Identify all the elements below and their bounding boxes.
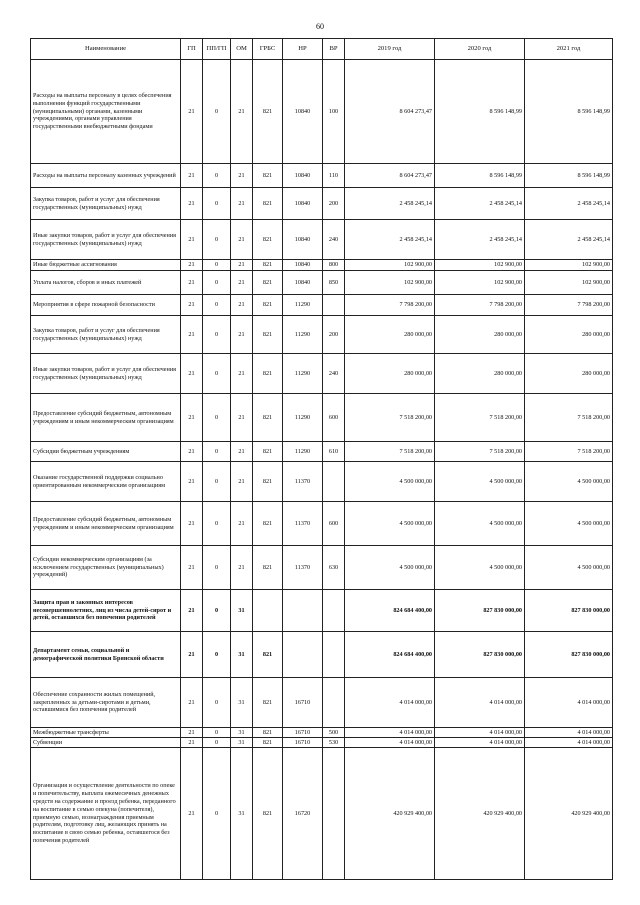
cell-gp: 21 (181, 632, 203, 678)
cell-2020: 2 458 245,14 (435, 220, 525, 260)
cell-om: 31 (231, 632, 253, 678)
cell-pp: 0 (203, 271, 231, 295)
table-row (31, 354, 613, 394)
cell-pp: 0 (203, 502, 231, 546)
cell-nr: 10840 (283, 60, 323, 164)
cell-2020: 4 500 000,00 (435, 546, 525, 590)
cell-2019: 280 000,00 (345, 316, 435, 354)
cell-name: Защита прав и законных интересов несовершеннолетних, лиц из числа детей-сирот и детей, оставшихся без попечения родителей (31, 590, 181, 632)
cell-om: 21 (231, 295, 253, 316)
cell-gp: 21 (181, 462, 203, 502)
cell-grbs: 821 (253, 442, 283, 462)
budget-table-container (30, 38, 612, 880)
cell-2021: 827 830 000,00 (525, 632, 613, 678)
cell-gp: 21 (181, 546, 203, 590)
cell-2021: 4 014 000,00 (525, 678, 613, 728)
cell-2020: 280 000,00 (435, 316, 525, 354)
cell-2019: 4 014 000,00 (345, 728, 435, 738)
cell-name: Субсидии бюджетным учреждениям (31, 442, 181, 462)
cell-nr: 16710 (283, 678, 323, 728)
cell-2019: 2 458 245,14 (345, 220, 435, 260)
table-body (31, 60, 613, 880)
cell-2019: 8 604 273,47 (345, 164, 435, 188)
cell-gp: 21 (181, 748, 203, 880)
table-row (31, 394, 613, 442)
cell-gp: 21 (181, 220, 203, 260)
cell-grbs: 821 (253, 462, 283, 502)
header-grbs: ГРБС (253, 39, 283, 60)
cell-2021: 7 798 200,00 (525, 295, 613, 316)
cell-2019: 280 000,00 (345, 354, 435, 394)
cell-om: 21 (231, 271, 253, 295)
table-row (31, 60, 613, 164)
cell-grbs: 821 (253, 295, 283, 316)
cell-2020: 827 830 000,00 (435, 632, 525, 678)
cell-grbs: 821 (253, 632, 283, 678)
cell-nr: 16720 (283, 748, 323, 880)
cell-vr (323, 632, 345, 678)
cell-pp: 0 (203, 590, 231, 632)
cell-2021: 280 000,00 (525, 354, 613, 394)
cell-2021: 280 000,00 (525, 316, 613, 354)
cell-pp: 0 (203, 220, 231, 260)
cell-2020: 2 458 245,14 (435, 188, 525, 220)
cell-2020: 4 500 000,00 (435, 502, 525, 546)
cell-vr: 530 (323, 738, 345, 748)
table-row (31, 462, 613, 502)
cell-gp: 21 (181, 728, 203, 738)
cell-grbs: 821 (253, 316, 283, 354)
cell-grbs: 821 (253, 271, 283, 295)
cell-name: Расходы на выплаты персоналу в целях обеспечения выполнения функций государственными (муниципальными) органами, казенными учреждениями, органами управления государственными внебюджетными фондами (31, 60, 181, 164)
cell-grbs: 821 (253, 188, 283, 220)
cell-2019: 824 684 400,00 (345, 632, 435, 678)
cell-vr: 610 (323, 442, 345, 462)
cell-2020: 7 798 200,00 (435, 295, 525, 316)
cell-grbs: 821 (253, 678, 283, 728)
table-row (31, 632, 613, 678)
cell-om: 21 (231, 220, 253, 260)
header-gp: ГП (181, 39, 203, 60)
cell-gp: 21 (181, 502, 203, 546)
cell-grbs: 821 (253, 394, 283, 442)
cell-pp: 0 (203, 394, 231, 442)
cell-vr (323, 295, 345, 316)
cell-2019: 4 014 000,00 (345, 678, 435, 728)
cell-om: 21 (231, 502, 253, 546)
cell-2020: 7 518 200,00 (435, 394, 525, 442)
cell-gp: 21 (181, 60, 203, 164)
cell-2020: 8 596 148,99 (435, 164, 525, 188)
cell-pp: 0 (203, 442, 231, 462)
cell-2021: 4 500 000,00 (525, 502, 613, 546)
cell-om: 31 (231, 728, 253, 738)
cell-pp: 0 (203, 260, 231, 271)
cell-vr (323, 748, 345, 880)
cell-2019: 4 500 000,00 (345, 502, 435, 546)
cell-vr: 630 (323, 546, 345, 590)
cell-vr: 240 (323, 220, 345, 260)
cell-vr (323, 590, 345, 632)
cell-nr: 11290 (283, 354, 323, 394)
cell-pp: 0 (203, 728, 231, 738)
cell-vr: 600 (323, 394, 345, 442)
cell-pp: 0 (203, 354, 231, 394)
cell-om: 31 (231, 678, 253, 728)
cell-grbs: 821 (253, 164, 283, 188)
cell-2021: 420 929 400,00 (525, 748, 613, 880)
cell-name: Уплата налогов, сборов и иных платежей (31, 271, 181, 295)
cell-gp: 21 (181, 316, 203, 354)
cell-vr: 500 (323, 728, 345, 738)
header-vr: ВР (323, 39, 345, 60)
cell-om: 21 (231, 60, 253, 164)
cell-2020: 4 500 000,00 (435, 462, 525, 502)
cell-name: Обеспечение сохранности жилых помещений, закрепленных за детьми-сиротами и детьми, оставшимися без попечения родителей (31, 678, 181, 728)
cell-2020: 280 000,00 (435, 354, 525, 394)
cell-name: Межбюджетные трансферты (31, 728, 181, 738)
cell-2021: 7 518 200,00 (525, 442, 613, 462)
cell-gp: 21 (181, 394, 203, 442)
table-row (31, 220, 613, 260)
cell-pp: 0 (203, 748, 231, 880)
cell-nr: 11370 (283, 546, 323, 590)
cell-nr: 11370 (283, 462, 323, 502)
cell-nr: 11290 (283, 316, 323, 354)
cell-2020: 4 014 000,00 (435, 738, 525, 748)
cell-grbs: 821 (253, 60, 283, 164)
cell-name: Расходы на выплаты персоналу казенных учреждений (31, 164, 181, 188)
cell-2019: 7 798 200,00 (345, 295, 435, 316)
cell-name: Департамент семьи, социальной и демографической политики Брянской области (31, 632, 181, 678)
cell-grbs: 821 (253, 728, 283, 738)
cell-2019: 102 900,00 (345, 260, 435, 271)
table-row (31, 316, 613, 354)
budget-table (30, 38, 613, 880)
table-row (31, 295, 613, 316)
cell-om: 21 (231, 462, 253, 502)
cell-nr: 11290 (283, 442, 323, 462)
cell-nr: 11290 (283, 394, 323, 442)
cell-2021: 7 518 200,00 (525, 394, 613, 442)
cell-grbs: 821 (253, 748, 283, 880)
cell-nr: 10840 (283, 188, 323, 220)
cell-gp: 21 (181, 442, 203, 462)
cell-gp: 21 (181, 738, 203, 748)
cell-2019: 7 518 200,00 (345, 394, 435, 442)
cell-nr: 16710 (283, 728, 323, 738)
cell-grbs (253, 590, 283, 632)
cell-vr: 600 (323, 502, 345, 546)
cell-gp: 21 (181, 164, 203, 188)
cell-pp: 0 (203, 738, 231, 748)
cell-name: Оказание государственной поддержки социально ориентированным некоммерческим организациям (31, 462, 181, 502)
cell-pp: 0 (203, 295, 231, 316)
cell-2020: 102 900,00 (435, 260, 525, 271)
cell-vr: 200 (323, 316, 345, 354)
cell-2021: 8 596 148,99 (525, 60, 613, 164)
cell-nr: 10840 (283, 220, 323, 260)
cell-nr (283, 632, 323, 678)
cell-nr: 10840 (283, 271, 323, 295)
cell-2020: 420 929 400,00 (435, 748, 525, 880)
table-row (31, 738, 613, 748)
cell-om: 21 (231, 316, 253, 354)
cell-2021: 4 500 000,00 (525, 546, 613, 590)
cell-name: Закупка товаров, работ и услуг для обеспечения государственных (муниципальных) нужд (31, 316, 181, 354)
cell-2019: 7 518 200,00 (345, 442, 435, 462)
cell-gp: 21 (181, 354, 203, 394)
table-row (31, 590, 613, 632)
cell-2020: 8 596 148,99 (435, 60, 525, 164)
cell-name: Иные закупки товаров, работ и услуг для обеспечения государственных (муниципальных) нужд (31, 354, 181, 394)
cell-2021: 4 014 000,00 (525, 728, 613, 738)
cell-vr: 200 (323, 188, 345, 220)
table-row (31, 546, 613, 590)
cell-grbs: 821 (253, 546, 283, 590)
cell-grbs: 821 (253, 354, 283, 394)
cell-nr: 10840 (283, 164, 323, 188)
cell-grbs: 821 (253, 220, 283, 260)
table-row (31, 502, 613, 546)
table-row (31, 748, 613, 880)
cell-vr: 800 (323, 260, 345, 271)
header-om: ОМ (231, 39, 253, 60)
page-number: 60 (316, 22, 324, 31)
table-row (31, 188, 613, 220)
cell-om: 21 (231, 164, 253, 188)
cell-vr: 100 (323, 60, 345, 164)
cell-pp: 0 (203, 678, 231, 728)
cell-2021: 4 500 000,00 (525, 462, 613, 502)
cell-om: 21 (231, 354, 253, 394)
table-row (31, 728, 613, 738)
cell-grbs: 821 (253, 260, 283, 271)
cell-gp: 21 (181, 271, 203, 295)
cell-vr (323, 462, 345, 502)
cell-nr: 16710 (283, 738, 323, 748)
cell-vr: 240 (323, 354, 345, 394)
cell-pp: 0 (203, 316, 231, 354)
cell-2019: 4 500 000,00 (345, 546, 435, 590)
cell-2021: 2 458 245,14 (525, 188, 613, 220)
cell-vr (323, 678, 345, 728)
table-row (31, 164, 613, 188)
cell-pp: 0 (203, 60, 231, 164)
cell-gp: 21 (181, 295, 203, 316)
header-2019: 2019 год (345, 39, 435, 60)
table-row (31, 271, 613, 295)
cell-name: Предоставление субсидий бюджетным, автономным учреждениям и иным некоммерческим организациям (31, 502, 181, 546)
table-row (31, 678, 613, 728)
cell-2019: 102 900,00 (345, 271, 435, 295)
cell-pp: 0 (203, 164, 231, 188)
cell-2019: 8 604 273,47 (345, 60, 435, 164)
cell-2019: 824 684 400,00 (345, 590, 435, 632)
cell-2020: 102 900,00 (435, 271, 525, 295)
cell-name: Предоставление субсидий бюджетным, автономным учреждениям и иным некоммерческим организациям (31, 394, 181, 442)
cell-om: 21 (231, 188, 253, 220)
cell-2020: 7 518 200,00 (435, 442, 525, 462)
cell-grbs: 821 (253, 738, 283, 748)
cell-vr: 850 (323, 271, 345, 295)
cell-gp: 21 (181, 678, 203, 728)
cell-2021: 102 900,00 (525, 271, 613, 295)
cell-gp: 21 (181, 260, 203, 271)
cell-om: 21 (231, 260, 253, 271)
cell-2021: 102 900,00 (525, 260, 613, 271)
cell-pp: 0 (203, 462, 231, 502)
cell-name: Иные бюджетные ассигнования (31, 260, 181, 271)
cell-gp: 21 (181, 590, 203, 632)
cell-nr: 10840 (283, 260, 323, 271)
cell-2020: 4 014 000,00 (435, 678, 525, 728)
cell-pp: 0 (203, 188, 231, 220)
cell-nr (283, 590, 323, 632)
cell-name: Мероприятия в сфере пожарной безопасности (31, 295, 181, 316)
cell-om: 21 (231, 546, 253, 590)
header-2021: 2021 год (525, 39, 613, 60)
cell-pp: 0 (203, 546, 231, 590)
cell-name: Субвенции (31, 738, 181, 748)
cell-om: 21 (231, 442, 253, 462)
cell-nr: 11290 (283, 295, 323, 316)
cell-2021: 2 458 245,14 (525, 220, 613, 260)
cell-om: 31 (231, 590, 253, 632)
cell-2021: 8 596 148,99 (525, 164, 613, 188)
cell-vr: 110 (323, 164, 345, 188)
cell-nr: 11370 (283, 502, 323, 546)
header-name: Наименование (31, 39, 181, 60)
cell-gp: 21 (181, 188, 203, 220)
cell-2019: 420 929 400,00 (345, 748, 435, 880)
header-nr: НР (283, 39, 323, 60)
cell-om: 21 (231, 394, 253, 442)
cell-2021: 4 014 000,00 (525, 738, 613, 748)
table-row (31, 260, 613, 271)
header-pp: ПП/ГП (203, 39, 231, 60)
cell-2019: 4 500 000,00 (345, 462, 435, 502)
cell-2019: 2 458 245,14 (345, 188, 435, 220)
cell-grbs: 821 (253, 502, 283, 546)
cell-name: Закупка товаров, работ и услуг для обеспечения государственных (муниципальных) нужд (31, 188, 181, 220)
cell-name: Иные закупки товаров, работ и услуг для обеспечения государственных (муниципальных) нужд (31, 220, 181, 260)
cell-2021: 827 830 000,00 (525, 590, 613, 632)
cell-name: Субсидии некоммерческим организациям (за исключением государственных (муниципальных) учреждений) (31, 546, 181, 590)
cell-name: Организация и осуществление деятельности по опеке и попечительству, выплата ежемесячных денежных средств на содержание и проезд ребенка, переданного на воспитание в семью опекуна (попечителя), приемную семью, вознаграждения приемным родителям, подготовку лиц, желающих принять на воспитание в свою семью ребенка, оставшегося без попечения родителей (31, 748, 181, 880)
table-header-row (31, 39, 613, 60)
cell-2020: 4 014 000,00 (435, 728, 525, 738)
cell-om: 31 (231, 738, 253, 748)
table-row (31, 442, 613, 462)
cell-2019: 4 014 000,00 (345, 738, 435, 748)
cell-om: 31 (231, 748, 253, 880)
cell-pp: 0 (203, 632, 231, 678)
header-2020: 2020 год (435, 39, 525, 60)
cell-2020: 827 830 000,00 (435, 590, 525, 632)
